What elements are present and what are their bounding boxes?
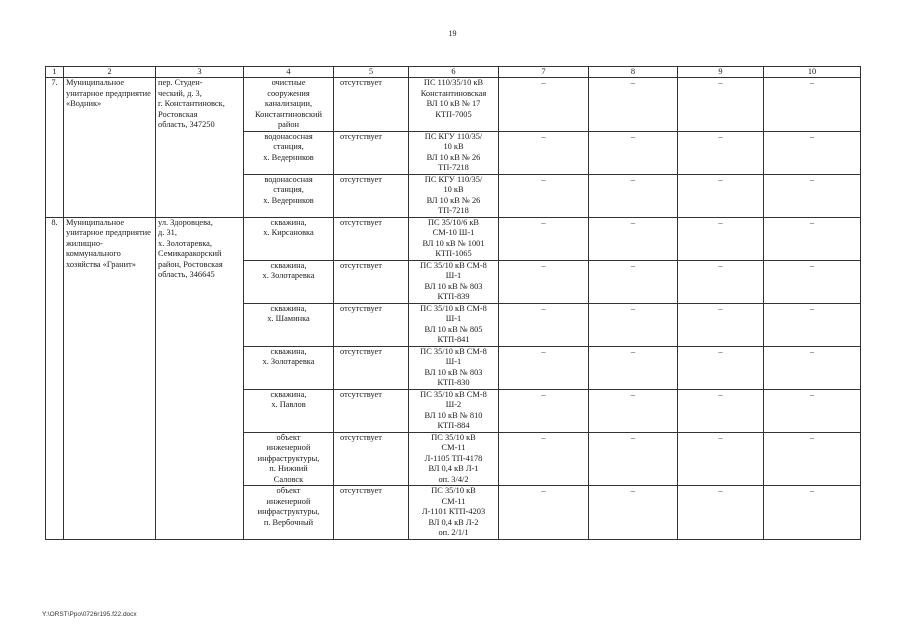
header-cell: 4	[244, 67, 334, 78]
col8-cell: –	[589, 260, 678, 303]
object-name: объект инженерной инфраструктуры, п. Вербочный	[244, 486, 334, 540]
power-source: ПС КГУ 110/35/ 10 кВ ВЛ 10 кВ № 26 ТП-7218	[409, 174, 499, 217]
col9-cell: –	[678, 131, 764, 174]
table-row	[46, 217, 861, 260]
col9-cell: –	[678, 432, 764, 486]
col8-cell: –	[589, 432, 678, 486]
power-source: ПС КГУ 110/35/ 10 кВ ВЛ 10 кВ № 26 ТП-7218	[409, 131, 499, 174]
header-row	[46, 67, 861, 78]
col7-cell: –	[499, 303, 589, 346]
status-cell: отсутствует	[334, 432, 409, 486]
power-source: ПС 35/10 кВ СМ-8 Ш-1 ВЛ 10 кВ № 803 КТП-830	[409, 346, 499, 389]
status-cell: отсутствует	[334, 260, 409, 303]
col8-cell: –	[589, 389, 678, 432]
status-cell: отсутствует	[334, 217, 409, 260]
object-name: очистные сооружения канализации, Константиновский район	[244, 78, 334, 132]
col7-cell: –	[499, 486, 589, 540]
col10-cell: –	[764, 217, 861, 260]
col7-cell: –	[499, 389, 589, 432]
col7-cell: –	[499, 346, 589, 389]
object-name: скважина, х. Золотаревка	[244, 346, 334, 389]
col7-cell: –	[499, 131, 589, 174]
col10-cell: –	[764, 346, 861, 389]
col9-cell: –	[678, 217, 764, 260]
header-cell: 7	[499, 67, 589, 78]
table-row	[46, 78, 861, 132]
object-name: скважина, х. Павлов	[244, 389, 334, 432]
col10-cell: –	[764, 174, 861, 217]
col10-cell: –	[764, 78, 861, 132]
object-name: скважина, х. Кирсановка	[244, 217, 334, 260]
header-cell: 1	[46, 67, 64, 78]
power-source: ПС 35/10 кВ СМ-8 Ш-1 ВЛ 10 кВ № 803 КТП-839	[409, 260, 499, 303]
power-source: ПС 35/10 кВ СМ-11 Л-1105 ТП-4178 ВЛ 0,4 кВ Л-1 оп. 3/4/2	[409, 432, 499, 486]
col10-cell: –	[764, 131, 861, 174]
status-cell: отсутствует	[334, 303, 409, 346]
col7-cell: –	[499, 432, 589, 486]
status-cell: отсутствует	[334, 78, 409, 132]
organization-name: Муниципальное унитарное предприятие жилищно-коммунального хозяйства «Гранит»	[64, 217, 156, 539]
col8-cell: –	[589, 217, 678, 260]
col9-cell: –	[678, 486, 764, 540]
organization-name: Муниципальное унитарное предприятие «Водник»	[64, 78, 156, 218]
status-cell: отсутствует	[334, 389, 409, 432]
col10-cell: –	[764, 389, 861, 432]
power-source: ПС 35/10 кВ СМ-8 Ш-1 ВЛ 10 кВ № 805 КТП-841	[409, 303, 499, 346]
col7-cell: –	[499, 217, 589, 260]
power-source: ПС 110/35/10 кВ Константиновская ВЛ 10 кВ № 17 КТП-7005	[409, 78, 499, 132]
entry-number: 7.	[46, 78, 64, 218]
header-cell: 2	[64, 67, 156, 78]
col8-cell: –	[589, 174, 678, 217]
col10-cell: –	[764, 432, 861, 486]
header-cell: 3	[156, 67, 244, 78]
col8-cell: –	[589, 486, 678, 540]
data-table	[45, 66, 861, 540]
status-cell: отсутствует	[334, 346, 409, 389]
status-cell: отсутствует	[334, 486, 409, 540]
col9-cell: –	[678, 174, 764, 217]
col8-cell: –	[589, 346, 678, 389]
entry-number: 8.	[46, 217, 64, 539]
object-name: водонасосная станция, х. Ведерников	[244, 174, 334, 217]
object-name: скважина, х. Золотаревка	[244, 260, 334, 303]
power-source: ПС 35/10/6 кВ СМ-10 Ш-1 ВЛ 10 кВ № 1001 КТП-1065	[409, 217, 499, 260]
col7-cell: –	[499, 78, 589, 132]
col9-cell: –	[678, 303, 764, 346]
col7-cell: –	[499, 260, 589, 303]
object-name: объект инженерной инфраструктуры, п. Нижний Саловск	[244, 432, 334, 486]
col7-cell: –	[499, 174, 589, 217]
header-cell: 9	[678, 67, 764, 78]
col9-cell: –	[678, 389, 764, 432]
header-cell: 5	[334, 67, 409, 78]
status-cell: отсутствует	[334, 174, 409, 217]
header-cell: 6	[409, 67, 499, 78]
col8-cell: –	[589, 78, 678, 132]
power-source: ПС 35/10 кВ СМ-11 Л-1101 КТП-4203 ВЛ 0,4 кВ Л-2 оп. 2/1/1	[409, 486, 499, 540]
organization-address: пер. Студен- ческий, д. 3, г. Константиновск, Ростовская область, 347250	[156, 78, 244, 218]
power-source: ПС 35/10 кВ СМ-8 Ш-2 ВЛ 10 кВ № 810 КТП-884	[409, 389, 499, 432]
file-path-footer: Y:\ORST\Ppo\0726r195.f22.docx	[42, 611, 137, 618]
organization-address: ул. Здоровцева, д. 31, х. Золотаревка, Семикаракорский район, Ростовская область, 346645	[156, 217, 244, 539]
header-cell: 10	[764, 67, 861, 78]
col8-cell: –	[589, 131, 678, 174]
col8-cell: –	[589, 303, 678, 346]
header-cell: 8	[589, 67, 678, 78]
col10-cell: –	[764, 486, 861, 540]
col9-cell: –	[678, 78, 764, 132]
col10-cell: –	[764, 260, 861, 303]
object-name: скважина, х. Шаминка	[244, 303, 334, 346]
col10-cell: –	[764, 303, 861, 346]
page-number: 19	[448, 29, 457, 38]
object-name: водонасосная станция, х. Ведерников	[244, 131, 334, 174]
col9-cell: –	[678, 260, 764, 303]
status-cell: отсутствует	[334, 131, 409, 174]
col9-cell: –	[678, 346, 764, 389]
